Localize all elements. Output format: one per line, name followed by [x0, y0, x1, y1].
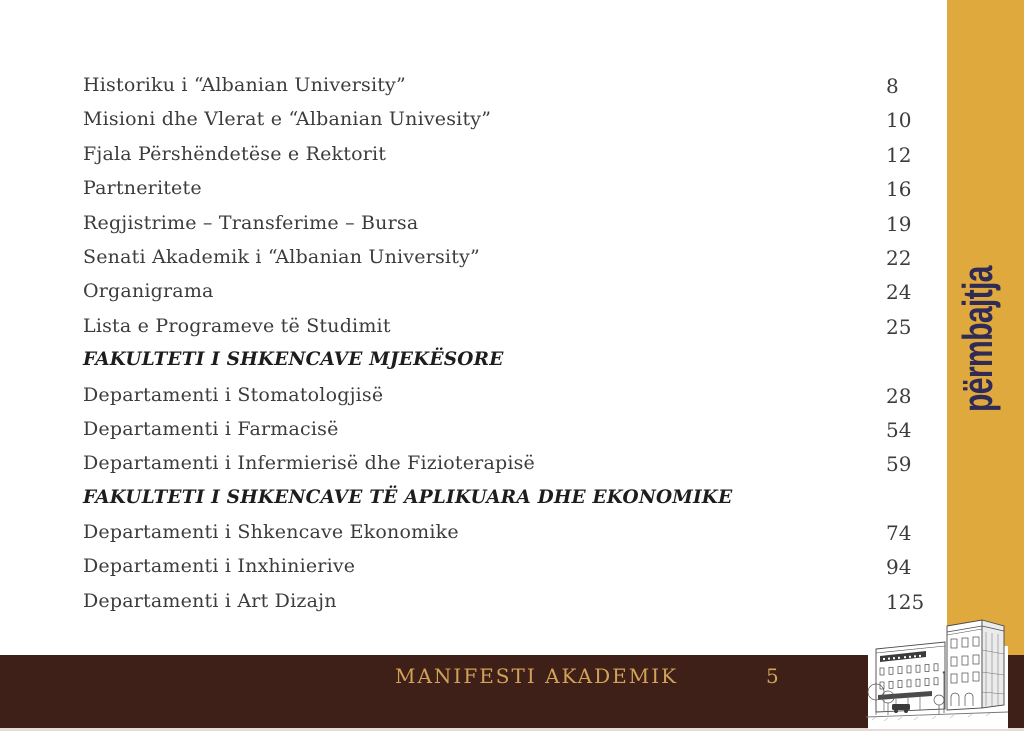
toc-entry [83, 246, 935, 280]
toc-entry-page: 8 [886, 74, 899, 98]
toc-entry [83, 418, 935, 452]
toc-entry-label: Historiku i “Albanian University” [83, 74, 406, 96]
toc-entry-label: FAKULTETI I SHKENCAVE TË APLIKUARA DHE EKONOMIKE [83, 486, 733, 508]
toc-entry [83, 452, 935, 486]
toc-entry [83, 143, 935, 177]
sidebar-vertical-label: përmbajtja [954, 266, 1001, 412]
table-of-contents [83, 74, 935, 624]
toc-entry [83, 108, 935, 142]
toc-entry-label: Departamenti i Infermierisë dhe Fizioterapisë [83, 452, 536, 475]
toc-entry [83, 590, 935, 624]
toc-entry [83, 280, 935, 314]
building-engraving-svg [862, 616, 1010, 730]
toc-entry-page: 25 [886, 314, 912, 339]
toc-entry-page: 16 [886, 177, 912, 202]
toc-entry-page: 28 [886, 383, 912, 408]
university-building-illustration [862, 616, 1010, 730]
toc-entry [83, 349, 935, 383]
toc-entry-page: 24 [886, 280, 912, 305]
toc-entry-label: Organigrama [83, 280, 214, 303]
toc-entry-label: Departamenti i Stomatologjisë [83, 383, 384, 406]
toc-entry [83, 212, 935, 246]
toc-entry-label: Partneritete [83, 177, 202, 200]
toc-entry-label: Departamenti i Shkencave Ekonomike [83, 521, 459, 544]
toc-entry [83, 521, 935, 555]
toc-entry [83, 315, 935, 349]
toc-entry-page: 22 [886, 245, 912, 270]
toc-entry [83, 487, 935, 521]
toc-entry [83, 555, 935, 589]
toc-entry-page: 10 [886, 108, 912, 133]
toc-entry-page: 54 [886, 417, 912, 442]
toc-entry [83, 384, 935, 418]
toc-entry [83, 74, 935, 108]
toc-entry-label: Regjistrime – Transferime – Bursa [83, 211, 419, 234]
toc-entry-page: 12 [886, 142, 912, 167]
toc-entry-label: Senati Akademik i “Albanian University” [83, 245, 480, 268]
toc-entry-page: 59 [886, 452, 912, 477]
toc-entry-page: 19 [886, 211, 912, 236]
toc-entry-page: 94 [886, 555, 912, 580]
toc-entry-label: Departamenti i Farmacisë [83, 417, 339, 440]
toc-entry-label: Lista e Programeve të Studimit [83, 314, 391, 337]
toc-entry-label: Misioni dhe Vlerat e “Albanian Univesity” [83, 108, 492, 131]
toc-entry-label: FAKULTETI I SHKENCAVE MJEKËSORE [83, 349, 504, 371]
footer-title: MANIFESTI AKADEMIK [395, 664, 679, 688]
toc-entry-label: Departamenti i Art Dizajn [83, 589, 337, 612]
toc-entry-page: 74 [886, 521, 912, 546]
footer-page-number: 5 [766, 664, 779, 688]
toc-entry [83, 177, 935, 211]
toc-entry-page: 125 [886, 589, 925, 614]
toc-entry-label: Fjala Përshëndetëse e Rektorit [83, 142, 387, 165]
toc-rows [83, 74, 935, 624]
toc-entry-label: Departamenti i Inxhinierive [83, 555, 356, 578]
